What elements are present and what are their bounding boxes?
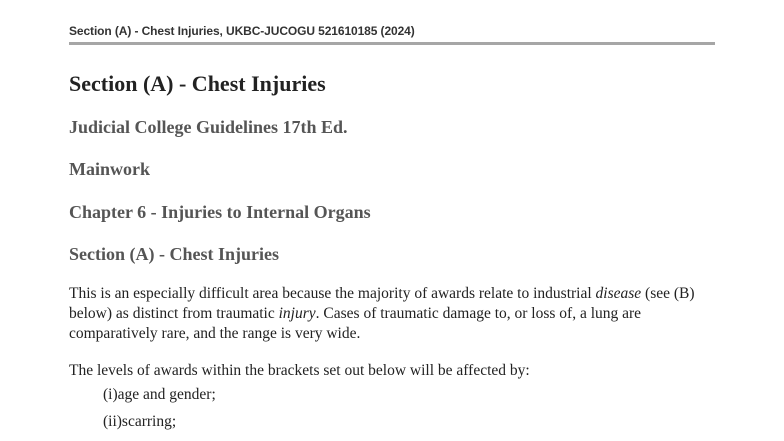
breadcrumb-publication[interactable]: Judicial College Guidelines 17th Ed. (69, 117, 348, 137)
intro-text-2: (see (B) below) as distinct from traumatic (69, 285, 695, 322)
intro-emphasis-disease: disease (595, 285, 642, 302)
header-divider (69, 42, 715, 45)
awards-paragraph: The levels of awards within the brackets set out below will be affected by: (69, 362, 530, 379)
list-item-scarring: (ii)scarring; (103, 413, 177, 430)
intro-text-1: This is an especially difficult area because the majority of awards relate to industrial (69, 285, 596, 302)
intro-emphasis-injury: injury (278, 305, 316, 322)
breadcrumb-mainwork[interactable]: Mainwork (69, 159, 150, 179)
breadcrumb-section[interactable]: Section (A) - Chest Injuries (69, 244, 279, 264)
list-item-age-gender: (i)age and gender; (103, 386, 216, 403)
intro-paragraph (69, 284, 719, 344)
breadcrumb-chapter[interactable]: Chapter 6 - Injuries to Internal Organs (69, 202, 371, 222)
page-title: Section (A) - Chest Injuries (69, 71, 326, 96)
running-header: Section (A) - Chest Injuries, UKBC-JUCOGU 521610185 (2024) (69, 24, 415, 38)
intro-text-3: . Cases of traumatic damage to, or loss of, a lung are comparatively rare, and the range is very wide. (69, 305, 642, 342)
